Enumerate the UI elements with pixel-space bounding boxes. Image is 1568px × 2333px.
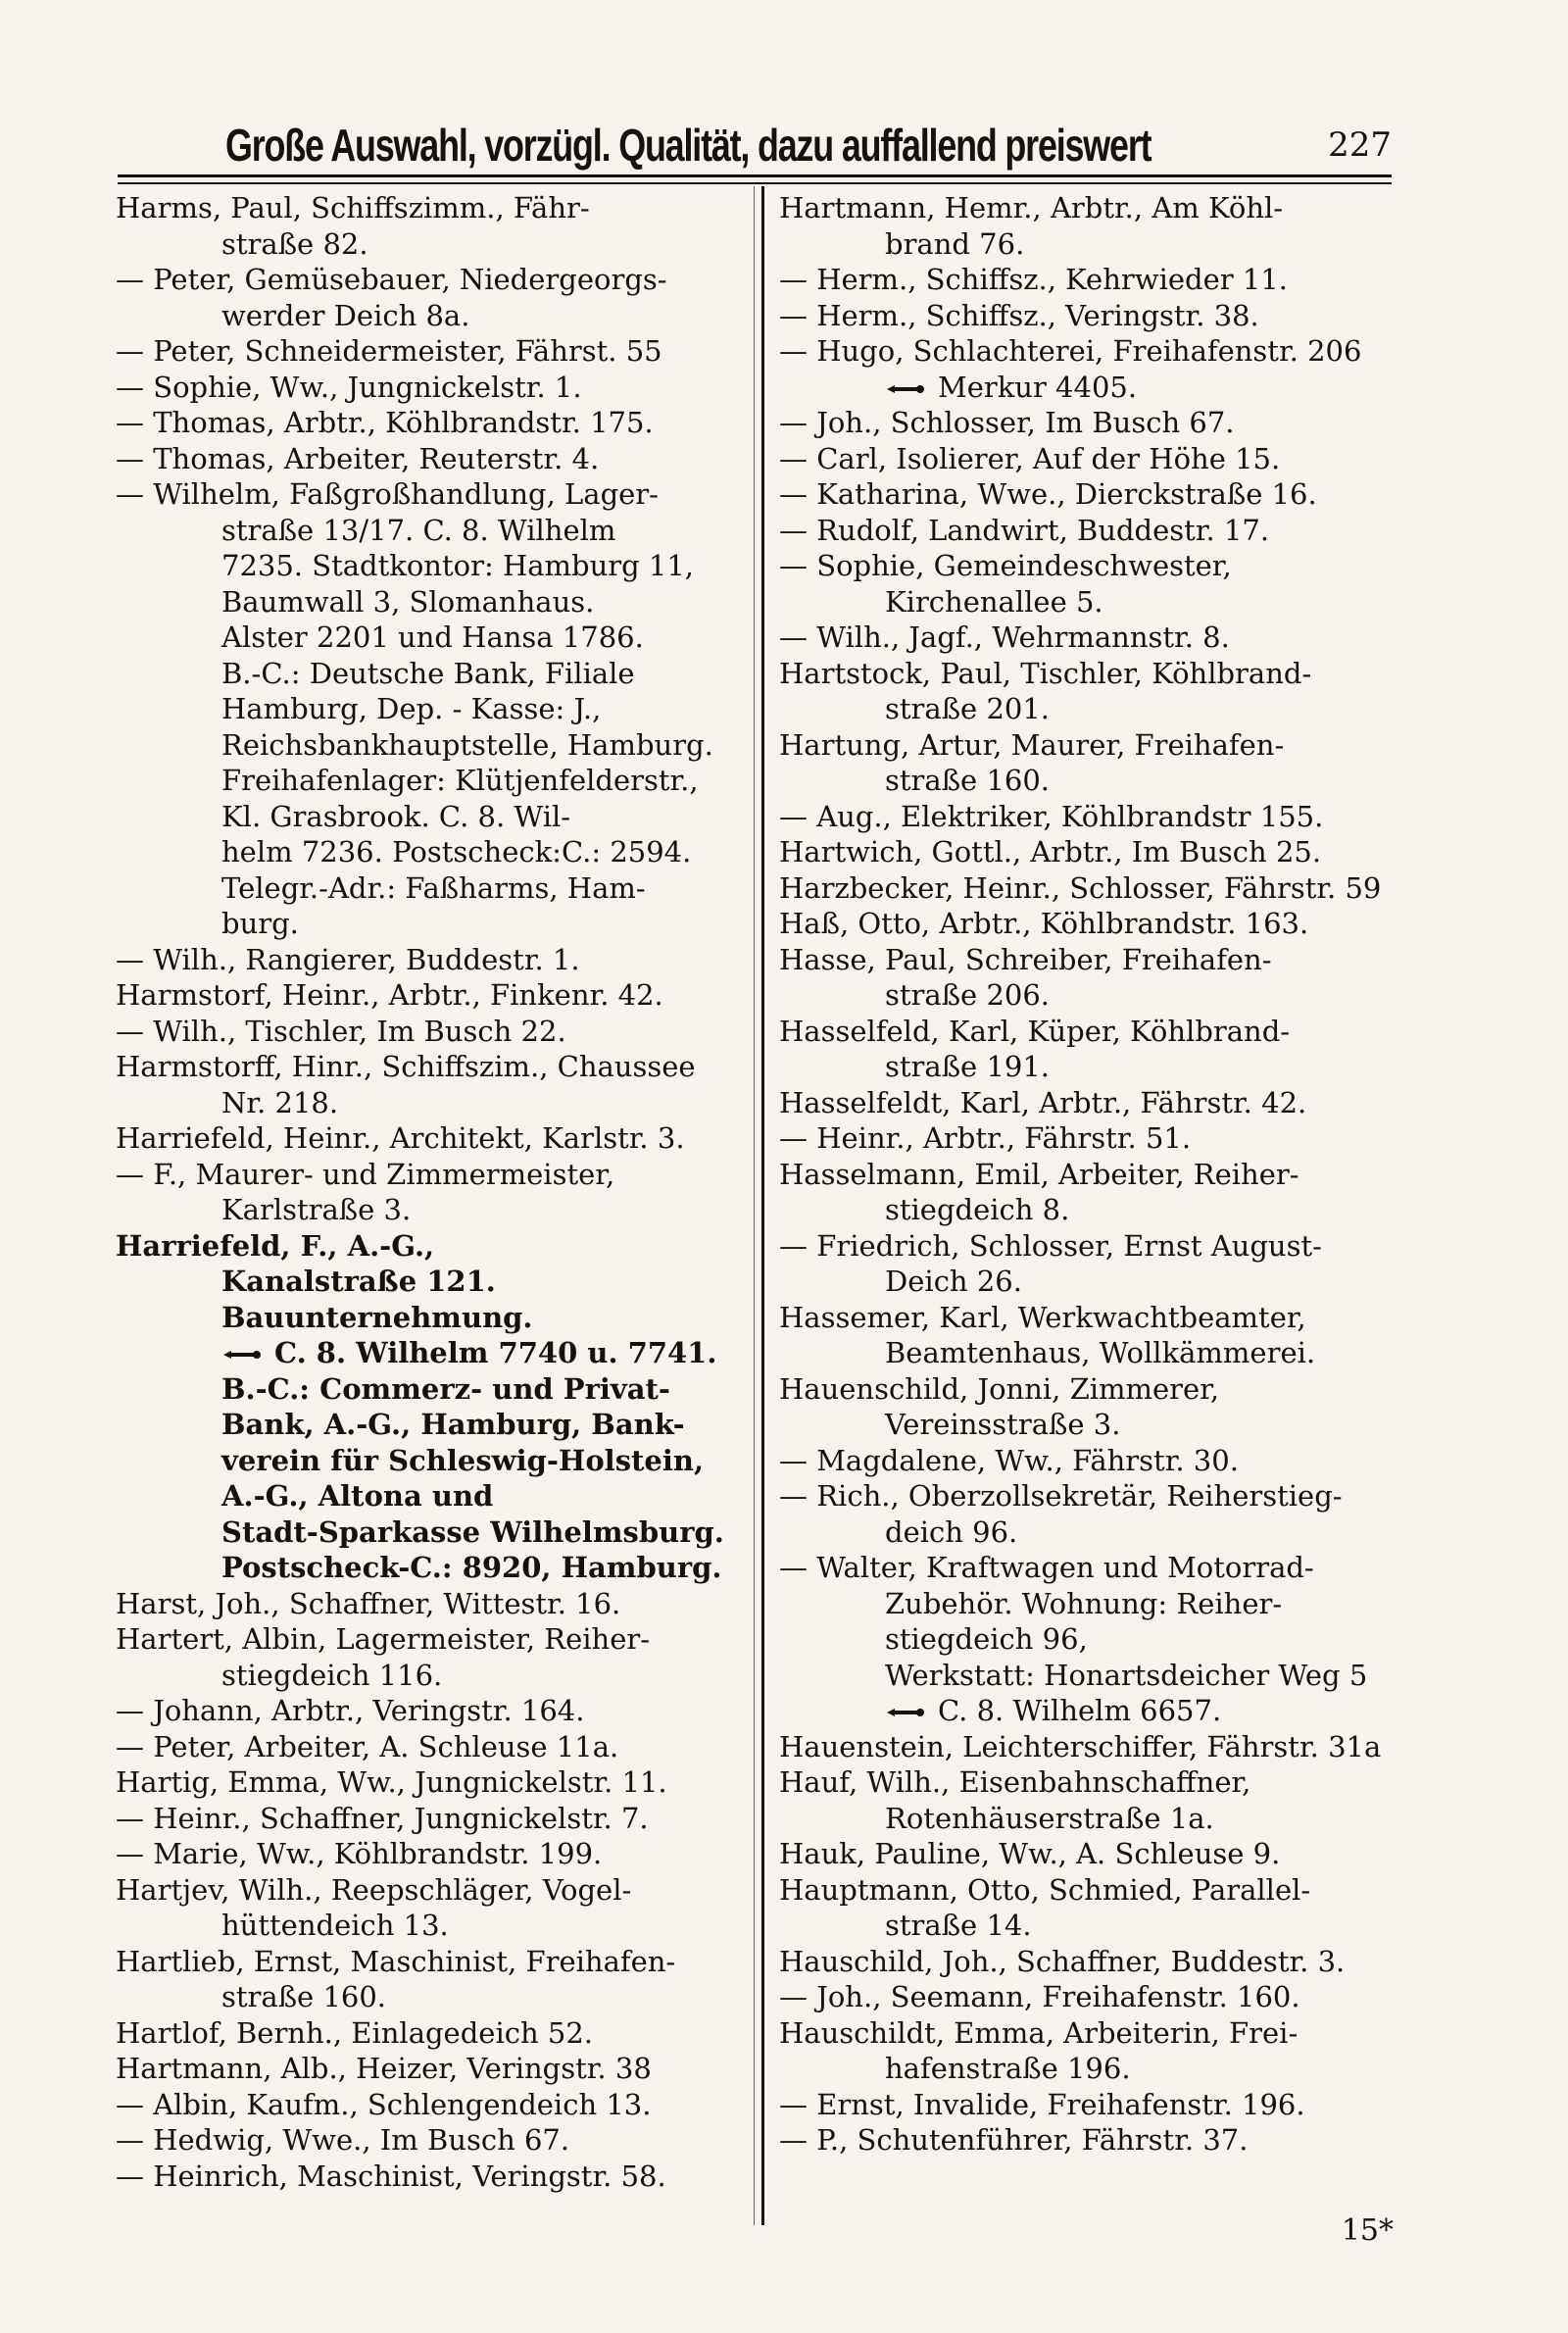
entry-text: Hartig, Emma, Ww., Jungnickelstr. 11.	[116, 1765, 667, 1799]
entry-text: — Walter, Kraftwagen und Motorrad-	[779, 1551, 1314, 1584]
directory-entry-line	[116, 1157, 743, 1193]
directory-entry-line	[779, 834, 1406, 870]
entry-text: — Friedrich, Schlosser, Ernst August-	[779, 1228, 1322, 1263]
entry-text: — Marie, Ww., Köhlbrandstr. 199.	[116, 1837, 603, 1870]
entry-text: Merkur 4405.	[938, 370, 1138, 404]
entry-text: B.-C.: Commerz- und Privat-	[221, 1371, 670, 1406]
entry-text: Hasse, Paul, Schreiber, Freihafen-	[779, 942, 1272, 976]
entry-text: — Sophie, Gemeindeschwester,	[779, 549, 1232, 582]
entry-text: Hauk, Pauline, Ww., A. Schleuse 9.	[779, 1837, 1281, 1870]
directory-entry-line	[116, 1371, 743, 1408]
directory-entry-line	[116, 2087, 743, 2123]
directory-entry-line	[779, 584, 1406, 620]
entry-text: — Hedwig, Wwe., Im Busch 67.	[116, 2123, 570, 2157]
directory-entry-line	[116, 691, 743, 727]
entry-text: straße 206.	[885, 978, 1051, 1012]
directory-entry-line	[779, 1908, 1406, 1944]
entry-text: Nr. 218.	[221, 1085, 339, 1119]
directory-entry-line	[779, 1550, 1406, 1586]
entry-text: Harms, Paul, Schiffszimm., Fähr-	[116, 191, 590, 224]
directory-entry-line	[779, 441, 1406, 477]
entry-text: — Wilhelm, Faßgroßhandlung, Lager-	[116, 477, 659, 511]
entry-text: stiegdeich 116.	[221, 1658, 443, 1692]
directory-entry-line	[779, 620, 1406, 656]
entry-text: Telegr.-Adr.: Faßharms, Ham-	[221, 870, 646, 905]
entry-text: Bank, A.-G., Hamburg, Bank-	[221, 1408, 685, 1441]
directory-entry-line	[779, 1764, 1406, 1801]
entry-text: straße 160.	[885, 764, 1051, 797]
entry-text: Werkstatt: Honartsdeicher Weg 5	[885, 1658, 1368, 1692]
entry-text: — Katharina, Wwe., Dierckstraße 16.	[779, 477, 1317, 511]
entry-text: Kanalstraße 121.	[221, 1265, 496, 1298]
directory-entry-line	[779, 1586, 1406, 1622]
directory-entry-line	[116, 1192, 743, 1228]
directory-entry-line	[116, 1621, 743, 1658]
directory-entry-line	[116, 727, 743, 764]
entry-text: — Albin, Kaufm., Schlengendeich 13.	[116, 2087, 652, 2121]
directory-entry-line	[779, 870, 1406, 907]
directory-entry-line	[779, 1335, 1406, 1371]
entry-text: — Wilh., Jagf., Wehrmannstr. 8.	[779, 620, 1230, 654]
directory-entry-line	[116, 1836, 743, 1872]
directory-entry-line	[779, 1836, 1406, 1872]
entry-text: Hartstock, Paul, Tischler, Köhlbrand-	[779, 656, 1312, 690]
directory-entry-line	[116, 2051, 743, 2087]
entry-text: Hartlof, Bernh., Einlagedeich 52.	[116, 2015, 593, 2050]
entry-text: Hartert, Albin, Lagermeister, Reiher-	[116, 1622, 651, 1656]
directory-entry-line	[779, 405, 1406, 441]
directory-entry-line	[779, 1621, 1406, 1658]
directory-entry-line	[779, 1658, 1406, 1694]
sheet-signature: 15*	[1341, 2213, 1394, 2248]
entry-text: — Peter, Arbeiter, A. Schleuse 11a.	[116, 1729, 619, 1763]
directory-entry-line	[116, 2122, 743, 2159]
entry-text: Hartjev, Wilh., Reepschläger, Vogel-	[116, 1872, 632, 1907]
directory-entry-line	[116, 870, 743, 907]
column-divider	[761, 186, 764, 2225]
entry-text: brand 76.	[885, 226, 1025, 261]
directory-entry-line	[779, 906, 1406, 942]
entry-text: C. 8. Wilhelm 7740 u. 7741.	[274, 1336, 717, 1369]
directory-entry-line	[779, 1228, 1406, 1265]
directory-entry-line	[779, 763, 1406, 799]
directory-entry-line	[116, 298, 743, 334]
entry-text: — Thomas, Arbeiter, Reuterstr. 4.	[116, 441, 600, 475]
entry-text: — F., Maurer- und Zimmermeister,	[116, 1157, 615, 1191]
telephone-icon	[885, 1707, 928, 1718]
entry-text: Hauschildt, Emma, Arbeiterin, Frei-	[779, 2015, 1298, 2050]
entry-text: A.-G., Altona und	[221, 1479, 494, 1513]
directory-entry-line	[779, 333, 1406, 370]
directory-entry-line	[779, 1944, 1406, 1980]
directory-entry-line	[779, 1157, 1406, 1193]
entry-text: Postscheck-C.: 8920, Hamburg.	[221, 1551, 722, 1584]
directory-entry-line	[779, 1300, 1406, 1336]
directory-entry-line	[116, 1228, 743, 1265]
directory-entry-line	[116, 1478, 743, 1514]
directory-entry-line	[116, 190, 743, 226]
directory-entry-line	[779, 2087, 1406, 2123]
directory-entry-line	[779, 370, 1406, 406]
directory-entry-line	[779, 1120, 1406, 1157]
directory-entry-line	[779, 1049, 1406, 1085]
entry-text: Harmstorff, Hinr., Schiffszim., Chaussee	[116, 1050, 696, 1083]
directory-entry-line	[779, 1979, 1406, 2015]
entry-text: — Rudolf, Landwirt, Buddestr. 17.	[779, 513, 1270, 547]
directory-entry-line	[779, 1693, 1406, 1729]
column-divider-thin	[754, 186, 755, 2225]
directory-entry-line	[779, 799, 1406, 835]
entry-text: — Joh., Seemann, Freihafenstr. 160.	[779, 1980, 1300, 2013]
directory-entry-line	[116, 2159, 743, 2195]
directory-entry-line	[116, 1300, 743, 1336]
entry-text: straße 14.	[885, 1909, 1032, 1942]
entry-text: Beamtenhaus, Wollkämmerei.	[885, 1336, 1316, 1369]
entry-text: hüttendeich 13.	[221, 1909, 449, 1942]
entry-text: — Ernst, Invalide, Freihafenstr. 196.	[779, 2087, 1305, 2121]
entry-text: — Wilh., Tischler, Im Busch 22.	[116, 1014, 566, 1048]
entry-text: — Rich., Oberzollsekretär, Reiherstieg-	[779, 1479, 1343, 1513]
directory-entry-line	[116, 1872, 743, 1909]
directory-entry-line	[116, 1586, 743, 1622]
directory-entry-line	[116, 333, 743, 370]
entry-text: verein für Schleswig-Holstein,	[221, 1443, 705, 1477]
right-column	[779, 190, 1406, 2159]
entry-text: — Peter, Schneidermeister, Fährst. 55	[116, 334, 662, 368]
entry-text: Harriefeld, F., A.-G.,	[116, 1228, 435, 1263]
directory-entry-line	[779, 1371, 1406, 1408]
directory-entry-line	[116, 1658, 743, 1694]
entry-text: Harmstorf, Heinr., Arbtr., Finkenr. 42.	[116, 978, 663, 1012]
directory-entry-line	[116, 656, 743, 692]
directory-entry-line	[779, 1014, 1406, 1050]
directory-entry-line	[779, 977, 1406, 1014]
entry-text: deich 96.	[885, 1514, 1018, 1549]
entry-text: helm 7236. Postscheck:C.: 2594.	[221, 835, 692, 869]
directory-entry-line	[116, 799, 743, 835]
entry-text: Harzbecker, Heinr., Schlosser, Fährstr. 59	[779, 870, 1382, 905]
directory-entry-line	[116, 262, 743, 298]
directory-entry-line	[779, 2051, 1406, 2087]
entry-text: B.-C.: Deutsche Bank, Filiale	[221, 656, 635, 690]
entry-text: — Magdalene, Ww., Fährstr. 30.	[779, 1443, 1239, 1477]
entry-text: — Heinr., Arbtr., Fährstr. 51.	[779, 1121, 1192, 1155]
entry-text: — Herm., Schiffsz., Veringstr. 38.	[779, 298, 1259, 332]
entry-text: Hauenstein, Leichterschiffer, Fährstr. 31a	[779, 1729, 1382, 1763]
directory-entry-line	[116, 548, 743, 584]
entry-text: Hasselfeldt, Karl, Arbtr., Fährstr. 42.	[779, 1085, 1307, 1119]
entry-text: Hartwich, Gottl., Arbtr., Im Busch 25.	[779, 835, 1322, 869]
directory-entry-line	[779, 691, 1406, 727]
directory-entry-line	[116, 405, 743, 441]
entry-text: Bauunternehmung.	[221, 1300, 533, 1334]
entry-text: Hasselmann, Emil, Arbeiter, Reiher-	[779, 1157, 1299, 1191]
entry-text: — Joh., Schlosser, Im Busch 67.	[779, 406, 1235, 439]
directory-entry-line	[779, 727, 1406, 764]
directory-entry-line	[116, 1443, 743, 1479]
directory-entry-line	[779, 1729, 1406, 1765]
entry-text: hafenstraße 196.	[885, 2052, 1131, 2085]
directory-entry-line	[116, 1979, 743, 2015]
directory-entry-line	[116, 763, 743, 799]
directory-entry-line	[116, 834, 743, 870]
directory-entry-line	[116, 226, 743, 263]
directory-entry-line	[116, 942, 743, 978]
directory-entry-line	[779, 1192, 1406, 1228]
entry-text: — Wilh., Rangierer, Buddestr. 1.	[116, 942, 580, 976]
directory-entry-line	[116, 620, 743, 656]
directory-entry-line	[779, 226, 1406, 263]
directory-entry-line	[779, 1264, 1406, 1300]
directory-entry-line	[116, 2015, 743, 2052]
left-column	[116, 190, 743, 2194]
entry-text: — Aug., Elektriker, Köhlbrandstr 155.	[779, 799, 1324, 833]
telephone-icon	[885, 383, 928, 395]
entry-text: — Hugo, Schlachterei, Freihafenstr. 206	[779, 334, 1362, 368]
directory-entry-line	[779, 190, 1406, 226]
entry-text: straße 191.	[885, 1050, 1051, 1083]
entry-text: Hartmann, Hemr., Arbtr., Am Köhl-	[779, 191, 1284, 224]
entry-text: burg.	[221, 907, 299, 940]
directory-entry-line	[116, 1264, 743, 1300]
directory-entry-line	[116, 1120, 743, 1157]
entry-text: — Carl, Isolierer, Auf der Höhe 15.	[779, 441, 1281, 475]
entry-text: straße 82.	[221, 226, 368, 261]
page-header	[118, 116, 1392, 174]
entry-text: — Sophie, Ww., Jungnickelstr. 1.	[116, 370, 582, 404]
header-advertisement: Große Auswahl, vorzügl. Qualität, dazu auffallend preiswert	[225, 120, 1152, 171]
entry-text: Alster 2201 und Hansa 1786.	[221, 620, 644, 654]
entry-text: — Heinrich, Maschinist, Veringstr. 58.	[116, 2159, 666, 2193]
entry-text: — Johann, Arbtr., Veringstr. 164.	[116, 1694, 585, 1727]
entry-text: Vereinsstraße 3.	[885, 1408, 1121, 1441]
directory-entry-line	[116, 977, 743, 1014]
directory-entry-line	[116, 584, 743, 620]
directory-entry-line	[116, 1335, 743, 1371]
directory-entry-line	[779, 656, 1406, 692]
entry-text: Reichsbankhauptstelle, Hamburg.	[221, 727, 713, 762]
header-rule	[118, 174, 1392, 177]
directory-entry-line	[779, 1801, 1406, 1837]
entry-text: Freihafenlager: Klütjenfelderstr.,	[221, 764, 699, 797]
entry-text: stiegdeich 96,	[885, 1622, 1088, 1656]
directory-entry-line	[779, 298, 1406, 334]
entry-text: Karlstraße 3.	[221, 1193, 412, 1226]
entry-text: Deich 26.	[885, 1265, 1022, 1298]
directory-entry-line	[779, 2015, 1406, 2052]
entry-text: — Herm., Schiffsz., Kehrwieder 11.	[779, 263, 1288, 296]
directory-entry-line	[116, 1085, 743, 1121]
entry-text: Hauschild, Joh., Schaffner, Buddestr. 3.	[779, 1944, 1346, 1978]
directory-entry-line	[116, 1014, 743, 1050]
directory-entry-line	[779, 1478, 1406, 1514]
entry-text: — P., Schutenführer, Fährstr. 37.	[779, 2123, 1249, 2157]
entry-text: Haß, Otto, Arbtr., Köhlbrandstr. 163.	[779, 907, 1309, 940]
entry-text: Harst, Joh., Schaffner, Wittestr. 16.	[116, 1586, 621, 1620]
entry-text: straße 201.	[885, 692, 1051, 725]
telephone-icon	[221, 1349, 265, 1361]
directory-entry-line	[779, 513, 1406, 549]
entry-text: Harriefeld, Heinr., Architekt, Karlstr. 3.	[116, 1121, 685, 1155]
directory-entry-line	[116, 1049, 743, 1085]
directory-entry-line	[116, 1514, 743, 1551]
entry-text: Hartung, Artur, Maurer, Freihafen-	[779, 727, 1285, 762]
entry-text: — Heinr., Schaffner, Jungnickelstr. 7.	[116, 1801, 649, 1835]
entry-text: Hartmann, Alb., Heizer, Veringstr. 38	[116, 2052, 652, 2085]
page-number: 227	[1328, 125, 1392, 165]
directory-entry-line	[116, 1693, 743, 1729]
directory-entry-line	[779, 548, 1406, 584]
entry-text: Hassemer, Karl, Werkwachtbeamter,	[779, 1300, 1306, 1334]
directory-entry-line	[779, 2122, 1406, 2159]
directory-entry-line	[116, 906, 743, 942]
directory-entry-line	[116, 1550, 743, 1586]
directory-entry-line	[116, 1801, 743, 1837]
entry-text: straße 160.	[221, 1980, 387, 2013]
directory-entry-line	[116, 370, 743, 406]
entry-text: stiegdeich 8.	[885, 1193, 1070, 1226]
entry-text: Hauenschild, Jonni, Zimmerer,	[779, 1371, 1220, 1406]
entry-text: — Peter, Gemüsebauer, Niedergeorgs-	[116, 263, 667, 296]
entry-text: Baumwall 3, Slomanhaus.	[221, 584, 595, 619]
entry-text: Kirchenallee 5.	[885, 584, 1103, 619]
directory-entry-line	[116, 1908, 743, 1944]
entry-text: Hartlieb, Ernst, Maschinist, Freihafen-	[116, 1944, 676, 1978]
entry-text: Kl. Grasbrook. C. 8. Wil-	[221, 799, 571, 833]
directory-entry-line	[116, 1407, 743, 1443]
directory-entry-line	[116, 1729, 743, 1765]
header-rule-thin	[118, 182, 1392, 184]
entry-text: Hamburg, Dep. - Kasse: J.,	[221, 692, 602, 725]
directory-entry-line	[116, 476, 743, 513]
entry-text: straße 13/17. C. 8. Wilhelm	[221, 513, 616, 547]
directory-entry-line	[779, 1407, 1406, 1443]
entry-text: — Thomas, Arbtr., Köhlbrandstr. 175.	[116, 406, 654, 439]
directory-entry-line	[779, 1085, 1406, 1121]
directory-entry-line	[779, 476, 1406, 513]
directory-entry-line	[116, 1944, 743, 1980]
entry-text: C. 8. Wilhelm 6657.	[938, 1694, 1222, 1727]
directory-entry-line	[116, 441, 743, 477]
entry-text: werder Deich 8a.	[221, 298, 470, 332]
entry-text: 7235. Stadtkontor: Hamburg 11,	[221, 549, 695, 582]
directory-entry-line	[779, 942, 1406, 978]
directory-entry-line	[779, 1872, 1406, 1909]
directory-entry-line	[116, 1764, 743, 1801]
entry-text: Hasselfeld, Karl, Küper, Köhlbrand-	[779, 1014, 1291, 1048]
directory-entry-line	[779, 1514, 1406, 1551]
entry-text: Rotenhäuserstraße 1a.	[885, 1801, 1214, 1835]
entry-text: Stadt-Sparkasse Wilhelmsburg.	[221, 1514, 724, 1549]
entry-text: Zubehör. Wohnung: Reiher-	[885, 1586, 1283, 1620]
directory-entry-line	[779, 262, 1406, 298]
entry-text: Hauptmann, Otto, Schmied, Parallel-	[779, 1872, 1311, 1907]
entry-text: Hauf, Wilh., Eisenbahnschaffner,	[779, 1765, 1251, 1799]
directory-entry-line	[779, 1443, 1406, 1479]
directory-entry-line	[116, 513, 743, 549]
